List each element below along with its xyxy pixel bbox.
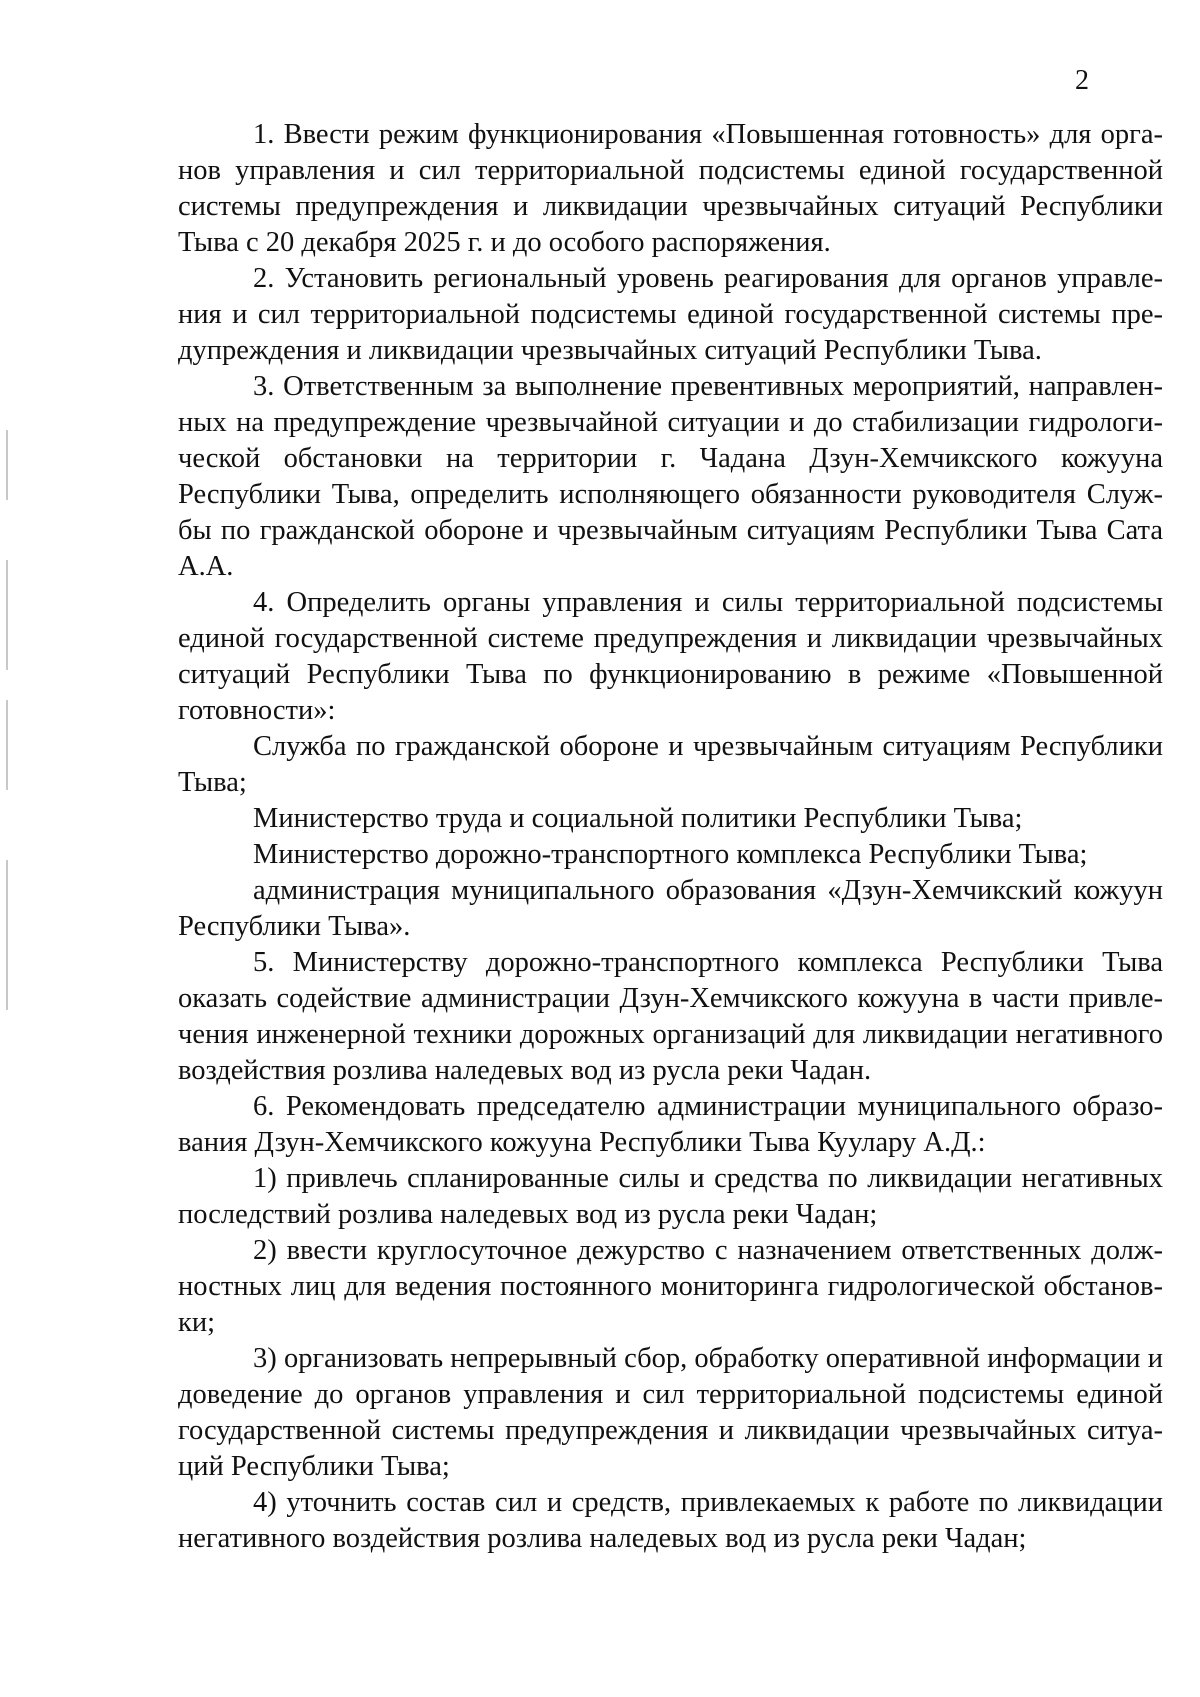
paragraph-item-1: 1. Ввести режим функционирования «Повышенная готовность» для органов управления и сил территориальной подсистемы единой государственной системы предупреждения и ликвидации чрезвычайных ситуаций Республики Тыва с 20 декабря 2025 г. и до особого распоряжения.: [178, 119, 1163, 258]
scan-edge-mark: [6, 860, 8, 1010]
document-body: [178, 117, 1163, 1557]
paragraph-item-6: 6. Рекомендовать председателю администрации муниципального образования Дзун-Хемчикского кожууна Республики Тыва Куулару А.Д.:: [178, 1091, 1163, 1158]
scan-edge-mark: [6, 430, 8, 500]
list-entry-transport-ministry: Министерство дорожно-транспортного комплекса Республики Тыва;: [253, 839, 1088, 870]
paragraph-item-4: 4. Определить органы управления и силы территориальной подсистемы единой государственной системе предупреждения и ликвидации чрезвычайных ситуаций Республики Тыва по функционированию в режиме «Повышенной готовности»:: [178, 587, 1163, 726]
subitem-6-3: 3) организовать непрерывный сбор, обработку оперативной информации и доведение до органов управления и сил территориальной подсистемы единой государственной системы предупреждения и ликвидации чрезвычайных ситуаций Республики Тыва;: [178, 1343, 1163, 1482]
subitem-6-2: 2) ввести круглосуточное дежурство с назначением ответственных должностных лиц для ведения постоянного мониторинга гидрологической обстановки;: [178, 1235, 1163, 1338]
paragraph-item-5: 5. Министерству дорожно-транспортного комплекса Республики Тыва оказать содействие администрации Дзун-Хемчикского кожууна в части привлечения инженерной техники дорожных организаций для ликвидации негативного воздействия розлива наледевых вод из русла реки Чадан.: [178, 947, 1163, 1086]
scan-edge-mark: [6, 560, 8, 670]
page-number: 2: [1075, 65, 1089, 96]
paragraph-item-3: 3. Ответственным за выполнение превентивных мероприятий, направленных на предупреждение чрезвычайной ситуации и до стабилизации гидрологической обстановки на территории г. Чадана Дзун-Хемчикского кожууна Республики Тыва, определить исполняющего обязанности руководителя Службы по гражданской обороне и чрезвычайным ситуациям Республики Тыва Сата А.А.: [178, 371, 1163, 582]
list-entry-labor-ministry: Министерство труда и социальной политики Республики Тыва;: [253, 803, 1023, 834]
list-entry-emergency-service: Служба по гражданской обороне и чрезвычайным ситуациям Республики Тыва;: [178, 731, 1163, 798]
subitem-6-4: 4) уточнить состав сил и средств, привлекаемых к работе по ликвидации негативного воздействия розлива наледевых вод из русла реки Чадан;: [178, 1487, 1163, 1554]
subitem-6-1: 1) привлечь спланированные силы и средства по ликвидации негативных последствий розлива наледевых вод из русла реки Чадан;: [178, 1163, 1163, 1230]
paragraph-item-2: 2. Установить региональный уровень реагирования для органов управления и сил территориальной подсистемы единой государственной системы предупреждения и ликвидации чрезвычайных ситуаций Республики Тыва.: [178, 263, 1163, 366]
scan-edge-mark: [6, 700, 8, 790]
list-entry-municipal-administration: администрация муниципального образования «Дзун-Хемчикский кожуун Республики Тыва».: [178, 875, 1163, 942]
